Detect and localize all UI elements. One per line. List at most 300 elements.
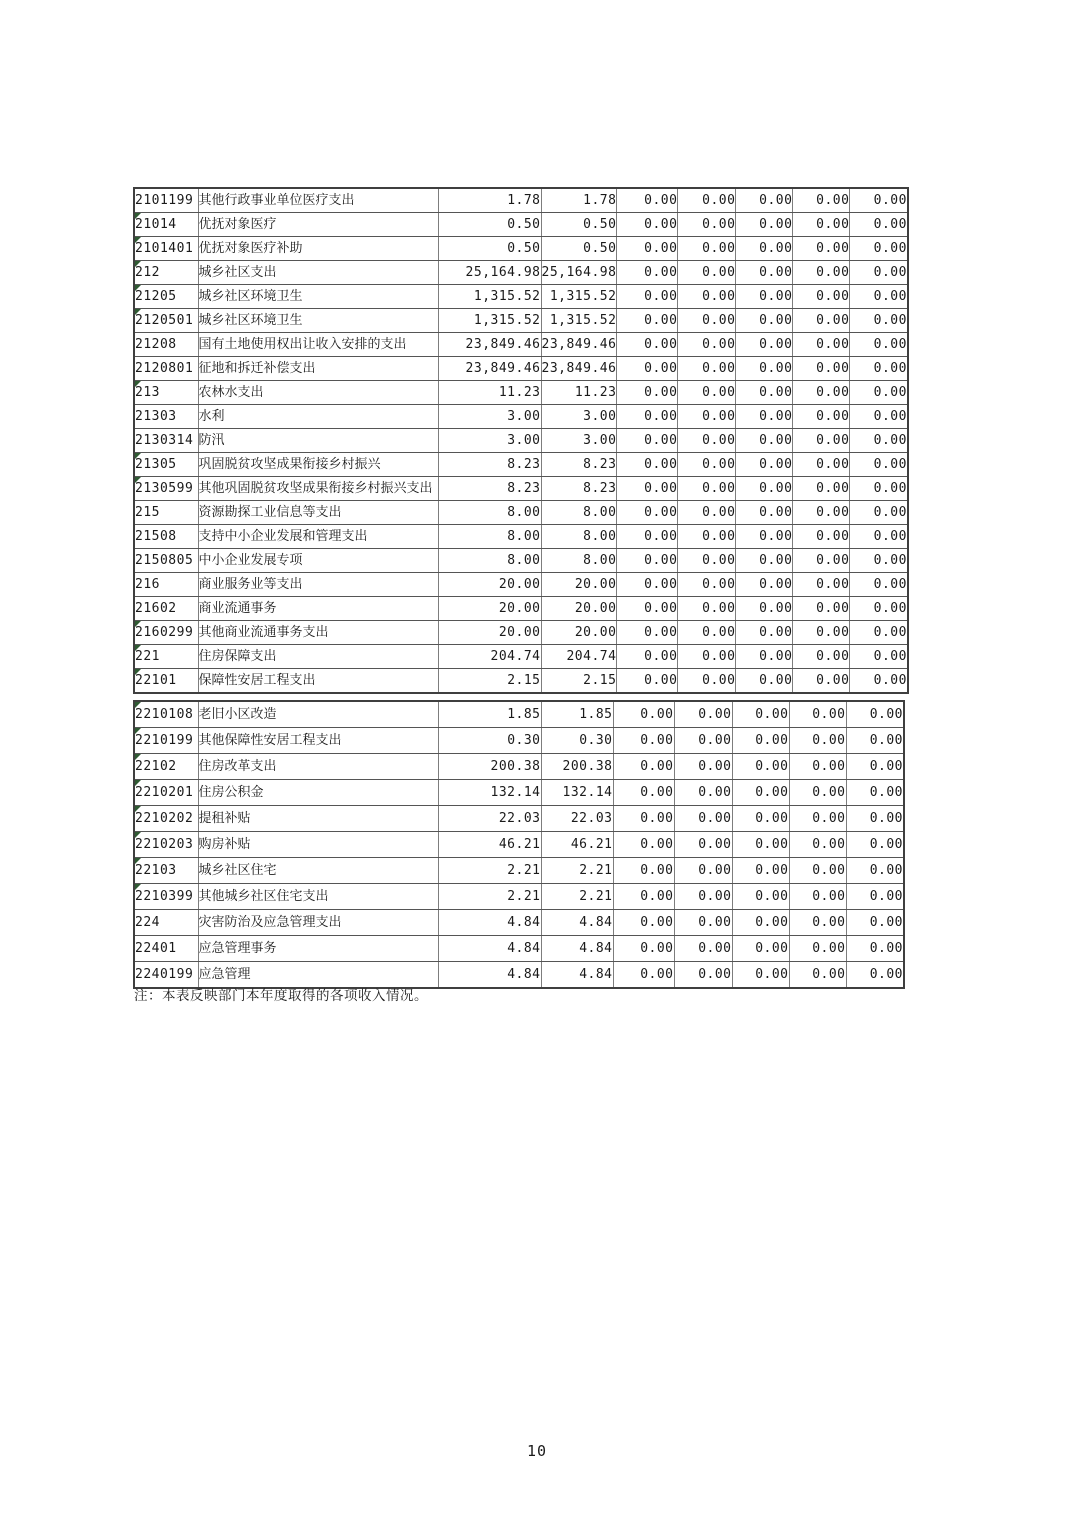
amount-cell: 0.00 [736, 669, 793, 694]
amount-cell: 0.00 [678, 669, 736, 694]
code-cell: 221 [134, 645, 198, 669]
amount-cell: 0.00 [793, 357, 850, 381]
code-cell: 22101 [134, 669, 198, 694]
amount-cell: 0.00 [793, 645, 850, 669]
amount-cell: 8.00 [541, 501, 617, 525]
amount-cell: 0.00 [617, 429, 678, 453]
amount-cell: 0.00 [793, 549, 850, 573]
cell-corner-marker-icon [135, 832, 141, 838]
amount-cell: 3.00 [541, 429, 617, 453]
amount-cell: 0.00 [732, 832, 789, 858]
cell-corner-marker-icon [135, 213, 141, 219]
cell-corner-marker-icon [135, 884, 141, 890]
amount-cell: 0.00 [736, 333, 793, 357]
amount-cell: 0.00 [617, 237, 678, 261]
table-row [134, 261, 908, 285]
amount-cell: 8.23 [438, 453, 541, 477]
item-name-cell: 其他城乡社区住宅支出 [198, 884, 438, 910]
amount-cell: 0.00 [736, 621, 793, 645]
amount-cell: 0.00 [678, 405, 736, 429]
item-name-cell: 其他商业流通事务支出 [198, 621, 438, 645]
amount-cell: 0.00 [736, 645, 793, 669]
amount-cell: 0.00 [789, 806, 846, 832]
amount-cell: 0.00 [793, 309, 850, 333]
amount-cell: 0.00 [736, 477, 793, 501]
cell-corner-marker-icon [135, 621, 141, 627]
amount-cell: 0.00 [850, 669, 908, 694]
amount-cell: 0.00 [617, 645, 678, 669]
amount-cell: 0.00 [736, 357, 793, 381]
amount-cell: 1,315.52 [541, 285, 617, 309]
item-name-cell: 农林水支出 [198, 381, 438, 405]
item-name-cell: 灾害防治及应急管理支出 [198, 910, 438, 936]
amount-cell: 8.23 [541, 453, 617, 477]
amount-cell: 0.00 [736, 381, 793, 405]
amount-cell: 0.00 [732, 884, 789, 910]
amount-cell: 1.85 [541, 701, 613, 728]
amount-cell: 0.00 [678, 213, 736, 237]
code-cell: 21508 [134, 525, 198, 549]
amount-cell: 11.23 [541, 381, 617, 405]
amount-cell: 0.00 [678, 477, 736, 501]
amount-cell: 20.00 [541, 573, 617, 597]
amount-cell: 0.00 [678, 285, 736, 309]
item-name-cell: 住房改革支出 [198, 754, 438, 780]
table-row [134, 405, 908, 429]
amount-cell: 2.21 [438, 858, 541, 884]
amount-cell: 0.00 [850, 237, 908, 261]
table-row [134, 237, 908, 261]
table-row [134, 669, 908, 694]
amount-cell: 20.00 [438, 597, 541, 621]
amount-cell: 0.00 [674, 780, 732, 806]
amount-cell: 8.00 [438, 549, 541, 573]
amount-cell: 0.00 [617, 357, 678, 381]
table-row [134, 858, 904, 884]
amount-cell: 0.00 [674, 832, 732, 858]
amount-cell: 0.00 [850, 261, 908, 285]
amount-cell: 0.00 [846, 728, 904, 754]
code-cell: 2210203 [134, 832, 198, 858]
code-cell: 2130599 [134, 477, 198, 501]
amount-cell: 2.15 [438, 669, 541, 694]
amount-cell: 0.00 [789, 962, 846, 989]
amount-cell: 0.00 [736, 309, 793, 333]
amount-cell: 0.00 [850, 381, 908, 405]
amount-cell: 0.00 [793, 453, 850, 477]
amount-cell: 0.00 [678, 597, 736, 621]
amount-cell: 0.50 [438, 213, 541, 237]
table-row [134, 333, 908, 357]
amount-cell: 8.00 [541, 549, 617, 573]
cell-corner-marker-icon [135, 669, 141, 675]
amount-cell: 1.78 [541, 188, 617, 213]
amount-cell: 0.00 [732, 962, 789, 989]
amount-cell: 22.03 [541, 806, 613, 832]
table-row [134, 477, 908, 501]
amount-cell: 8.00 [438, 501, 541, 525]
table-row [134, 728, 904, 754]
amount-cell: 20.00 [438, 573, 541, 597]
amount-cell: 0.00 [789, 884, 846, 910]
amount-cell: 0.00 [617, 261, 678, 285]
table-row [134, 806, 904, 832]
amount-cell: 0.00 [793, 621, 850, 645]
code-cell: 2150805 [134, 549, 198, 573]
amount-cell: 0.00 [617, 405, 678, 429]
amount-cell: 0.00 [850, 357, 908, 381]
code-cell: 2120501 [134, 309, 198, 333]
table-body [134, 188, 908, 693]
amount-cell: 0.00 [674, 884, 732, 910]
amount-cell: 1,315.52 [438, 309, 541, 333]
amount-cell: 0.00 [678, 501, 736, 525]
item-name-cell: 城乡社区环境卫生 [198, 285, 438, 309]
amount-cell: 0.00 [678, 261, 736, 285]
item-name-cell: 其他保障性安居工程支出 [198, 728, 438, 754]
amount-cell: 0.00 [736, 405, 793, 429]
amount-cell: 132.14 [438, 780, 541, 806]
amount-cell: 0.00 [617, 213, 678, 237]
table-row [134, 549, 908, 573]
item-name-cell: 国有土地使用权出让收入安排的支出 [198, 333, 438, 357]
amount-cell: 11.23 [438, 381, 541, 405]
table-row [134, 780, 904, 806]
table-row [134, 573, 908, 597]
amount-cell: 0.00 [678, 621, 736, 645]
cell-corner-marker-icon [135, 858, 141, 864]
amount-cell: 0.00 [850, 453, 908, 477]
amount-cell: 0.00 [850, 405, 908, 429]
item-name-cell: 资源勘探工业信息等支出 [198, 501, 438, 525]
amount-cell: 0.00 [850, 597, 908, 621]
expenditure-table-lower [133, 700, 905, 989]
amount-cell: 0.00 [793, 477, 850, 501]
amount-cell: 4.84 [541, 910, 613, 936]
code-cell: 21014 [134, 213, 198, 237]
amount-cell: 0.00 [674, 806, 732, 832]
amount-cell: 0.00 [793, 285, 850, 309]
amount-cell: 0.00 [736, 549, 793, 573]
amount-cell: 23,849.46 [541, 357, 617, 381]
amount-cell: 0.00 [789, 936, 846, 962]
expenditure-table-upper [133, 187, 909, 694]
amount-cell: 0.00 [850, 621, 908, 645]
table-row [134, 213, 908, 237]
amount-cell: 0.00 [789, 910, 846, 936]
amount-cell: 0.00 [613, 858, 674, 884]
amount-cell: 0.30 [541, 728, 613, 754]
item-name-cell: 征地和拆迁补偿支出 [198, 357, 438, 381]
amount-cell: 0.00 [736, 285, 793, 309]
amount-cell: 0.00 [678, 429, 736, 453]
amount-cell: 8.23 [438, 477, 541, 501]
item-name-cell: 城乡社区支出 [198, 261, 438, 285]
amount-cell: 0.00 [678, 188, 736, 213]
amount-cell: 0.00 [617, 477, 678, 501]
code-cell: 2240199 [134, 962, 198, 989]
item-name-cell: 住房公积金 [198, 780, 438, 806]
amount-cell: 0.00 [736, 261, 793, 285]
amount-cell: 0.00 [613, 832, 674, 858]
code-cell: 212 [134, 261, 198, 285]
cell-corner-marker-icon [135, 780, 141, 786]
amount-cell: 3.00 [438, 429, 541, 453]
amount-cell: 0.00 [617, 453, 678, 477]
amount-cell: 0.00 [678, 309, 736, 333]
amount-cell: 1.85 [438, 701, 541, 728]
amount-cell: 0.00 [617, 381, 678, 405]
amount-cell: 0.00 [678, 549, 736, 573]
code-cell: 22103 [134, 858, 198, 884]
amount-cell: 23,849.46 [438, 357, 541, 381]
amount-cell: 0.00 [732, 858, 789, 884]
table-row [134, 701, 904, 728]
table-row [134, 621, 908, 645]
amount-cell: 0.00 [674, 962, 732, 989]
item-name-cell: 水利 [198, 405, 438, 429]
amount-cell: 0.00 [793, 429, 850, 453]
cell-corner-marker-icon [135, 453, 141, 459]
item-name-cell: 其他巩固脱贫攻坚成果衔接乡村振兴支出 [198, 477, 438, 501]
amount-cell: 0.00 [732, 780, 789, 806]
amount-cell: 2.21 [541, 884, 613, 910]
amount-cell: 25,164.98 [541, 261, 617, 285]
amount-cell: 0.00 [613, 806, 674, 832]
amount-cell: 0.00 [850, 573, 908, 597]
amount-cell: 0.00 [793, 237, 850, 261]
amount-cell: 4.84 [438, 910, 541, 936]
amount-cell: 20.00 [438, 621, 541, 645]
item-name-cell: 优抚对象医疗 [198, 213, 438, 237]
amount-cell: 0.00 [789, 858, 846, 884]
amount-cell: 0.00 [850, 477, 908, 501]
table-row [134, 453, 908, 477]
amount-cell: 0.00 [850, 525, 908, 549]
amount-cell: 0.00 [793, 669, 850, 694]
item-name-cell: 应急管理 [198, 962, 438, 989]
amount-cell: 0.00 [613, 728, 674, 754]
amount-cell: 0.00 [732, 806, 789, 832]
amount-cell: 204.74 [541, 645, 617, 669]
amount-cell: 0.00 [674, 858, 732, 884]
cell-corner-marker-icon [135, 754, 141, 760]
amount-cell: 2.21 [438, 884, 541, 910]
item-name-cell: 商业服务业等支出 [198, 573, 438, 597]
table-row [134, 309, 908, 333]
amount-cell: 23,849.46 [541, 333, 617, 357]
table-row [134, 645, 908, 669]
amount-cell: 0.00 [674, 754, 732, 780]
amount-cell: 3.00 [438, 405, 541, 429]
code-cell: 21602 [134, 597, 198, 621]
item-name-cell: 老旧小区改造 [198, 701, 438, 728]
amount-cell: 2.21 [541, 858, 613, 884]
amount-cell: 0.00 [674, 728, 732, 754]
cell-corner-marker-icon [135, 645, 141, 651]
table-row [134, 884, 904, 910]
cell-corner-marker-icon [135, 477, 141, 483]
amount-cell: 0.00 [846, 884, 904, 910]
amount-cell: 0.00 [846, 701, 904, 728]
item-name-cell: 巩固脱贫攻坚成果衔接乡村振兴 [198, 453, 438, 477]
amount-cell: 0.00 [736, 501, 793, 525]
item-name-cell: 提租补贴 [198, 806, 438, 832]
item-name-cell: 优抚对象医疗补助 [198, 237, 438, 261]
code-cell: 2210201 [134, 780, 198, 806]
amount-cell: 0.00 [736, 429, 793, 453]
amount-cell: 0.00 [732, 910, 789, 936]
amount-cell: 0.50 [438, 237, 541, 261]
amount-cell: 0.00 [678, 645, 736, 669]
cell-corner-marker-icon [135, 237, 141, 243]
amount-cell: 200.38 [541, 754, 613, 780]
amount-cell: 0.00 [678, 333, 736, 357]
amount-cell: 0.00 [674, 910, 732, 936]
code-cell: 2101401 [134, 237, 198, 261]
amount-cell: 2.15 [541, 669, 617, 694]
amount-cell: 46.21 [438, 832, 541, 858]
amount-cell: 0.00 [793, 597, 850, 621]
item-name-cell: 其他行政事业单位医疗支出 [198, 188, 438, 213]
amount-cell: 0.00 [613, 884, 674, 910]
amount-cell: 0.00 [617, 525, 678, 549]
amount-cell: 0.00 [736, 213, 793, 237]
table-row [134, 188, 908, 213]
amount-cell: 0.00 [846, 806, 904, 832]
amount-cell: 0.00 [613, 780, 674, 806]
amount-cell: 0.00 [846, 754, 904, 780]
amount-cell: 0.00 [732, 936, 789, 962]
code-cell: 22102 [134, 754, 198, 780]
amount-cell: 20.00 [541, 621, 617, 645]
table-note: 注：本表反映部门本年度取得的各项收入情况。 [134, 988, 428, 1004]
amount-cell: 0.00 [789, 754, 846, 780]
amount-cell: 0.00 [613, 962, 674, 989]
amount-cell: 25,164.98 [438, 261, 541, 285]
amount-cell: 0.00 [789, 728, 846, 754]
amount-cell: 0.00 [613, 701, 674, 728]
cell-corner-marker-icon [135, 702, 141, 708]
amount-cell: 0.00 [736, 188, 793, 213]
amount-cell: 200.38 [438, 754, 541, 780]
cell-corner-marker-icon [135, 261, 141, 267]
amount-cell: 0.00 [736, 597, 793, 621]
amount-cell: 0.50 [541, 213, 617, 237]
amount-cell: 3.00 [541, 405, 617, 429]
amount-cell: 0.00 [850, 188, 908, 213]
amount-cell: 204.74 [438, 645, 541, 669]
amount-cell: 0.00 [617, 501, 678, 525]
amount-cell: 0.00 [674, 701, 732, 728]
amount-cell: 4.84 [438, 936, 541, 962]
amount-cell: 0.00 [846, 936, 904, 962]
amount-cell: 0.00 [736, 453, 793, 477]
item-name-cell: 防汛 [198, 429, 438, 453]
table-row [134, 381, 908, 405]
amount-cell: 0.00 [617, 549, 678, 573]
cell-corner-marker-icon [135, 728, 141, 734]
table-row [134, 754, 904, 780]
table-row [134, 285, 908, 309]
amount-cell: 0.00 [793, 405, 850, 429]
code-cell: 2210108 [134, 701, 198, 728]
amount-cell: 0.00 [793, 213, 850, 237]
amount-cell: 0.00 [850, 285, 908, 309]
code-cell: 216 [134, 573, 198, 597]
cell-corner-marker-icon [135, 309, 141, 315]
amount-cell: 0.00 [678, 573, 736, 597]
amount-cell: 46.21 [541, 832, 613, 858]
amount-cell: 0.00 [613, 936, 674, 962]
amount-cell: 0.30 [438, 728, 541, 754]
amount-cell: 0.00 [793, 188, 850, 213]
amount-cell: 0.00 [850, 645, 908, 669]
table-row [134, 501, 908, 525]
amount-cell: 0.00 [846, 910, 904, 936]
amount-cell: 4.84 [438, 962, 541, 989]
amount-cell: 0.00 [789, 701, 846, 728]
amount-cell: 0.00 [732, 728, 789, 754]
table-row [134, 936, 904, 962]
amount-cell: 0.00 [793, 573, 850, 597]
code-cell: 2130314 [134, 429, 198, 453]
amount-cell: 0.00 [678, 525, 736, 549]
amount-cell: 1.78 [438, 188, 541, 213]
amount-cell: 0.00 [613, 754, 674, 780]
amount-cell: 0.00 [732, 754, 789, 780]
code-cell: 213 [134, 381, 198, 405]
amount-cell: 1,315.52 [438, 285, 541, 309]
code-cell: 2120801 [134, 357, 198, 381]
amount-cell: 0.00 [846, 832, 904, 858]
table-row [134, 910, 904, 936]
table-row [134, 429, 908, 453]
item-name-cell: 商业流通事务 [198, 597, 438, 621]
amount-cell: 0.00 [617, 188, 678, 213]
item-name-cell: 中小企业发展专项 [198, 549, 438, 573]
amount-cell: 0.00 [732, 701, 789, 728]
table-body [134, 701, 904, 988]
amount-cell: 0.00 [736, 573, 793, 597]
code-cell: 2210199 [134, 728, 198, 754]
page-number: 10 [526, 1442, 548, 1460]
cell-corner-marker-icon [135, 381, 141, 387]
amount-cell: 0.00 [613, 910, 674, 936]
amount-cell: 4.84 [541, 936, 613, 962]
code-cell: 21208 [134, 333, 198, 357]
amount-cell: 0.00 [850, 213, 908, 237]
amount-cell: 8.00 [438, 525, 541, 549]
code-cell: 21205 [134, 285, 198, 309]
code-cell: 2101199 [134, 188, 198, 213]
table-row [134, 357, 908, 381]
code-cell: 215 [134, 501, 198, 525]
amount-cell: 0.00 [793, 261, 850, 285]
amount-cell: 0.50 [541, 237, 617, 261]
amount-cell: 0.00 [678, 357, 736, 381]
code-cell: 21305 [134, 453, 198, 477]
item-name-cell: 城乡社区住宅 [198, 858, 438, 884]
amount-cell: 0.00 [617, 669, 678, 694]
amount-cell: 23,849.46 [438, 333, 541, 357]
amount-cell: 0.00 [678, 381, 736, 405]
cell-corner-marker-icon [135, 806, 141, 812]
item-name-cell: 支持中小企业发展和管理支出 [198, 525, 438, 549]
code-cell: 2210399 [134, 884, 198, 910]
amount-cell: 0.00 [674, 936, 732, 962]
amount-cell: 0.00 [789, 832, 846, 858]
